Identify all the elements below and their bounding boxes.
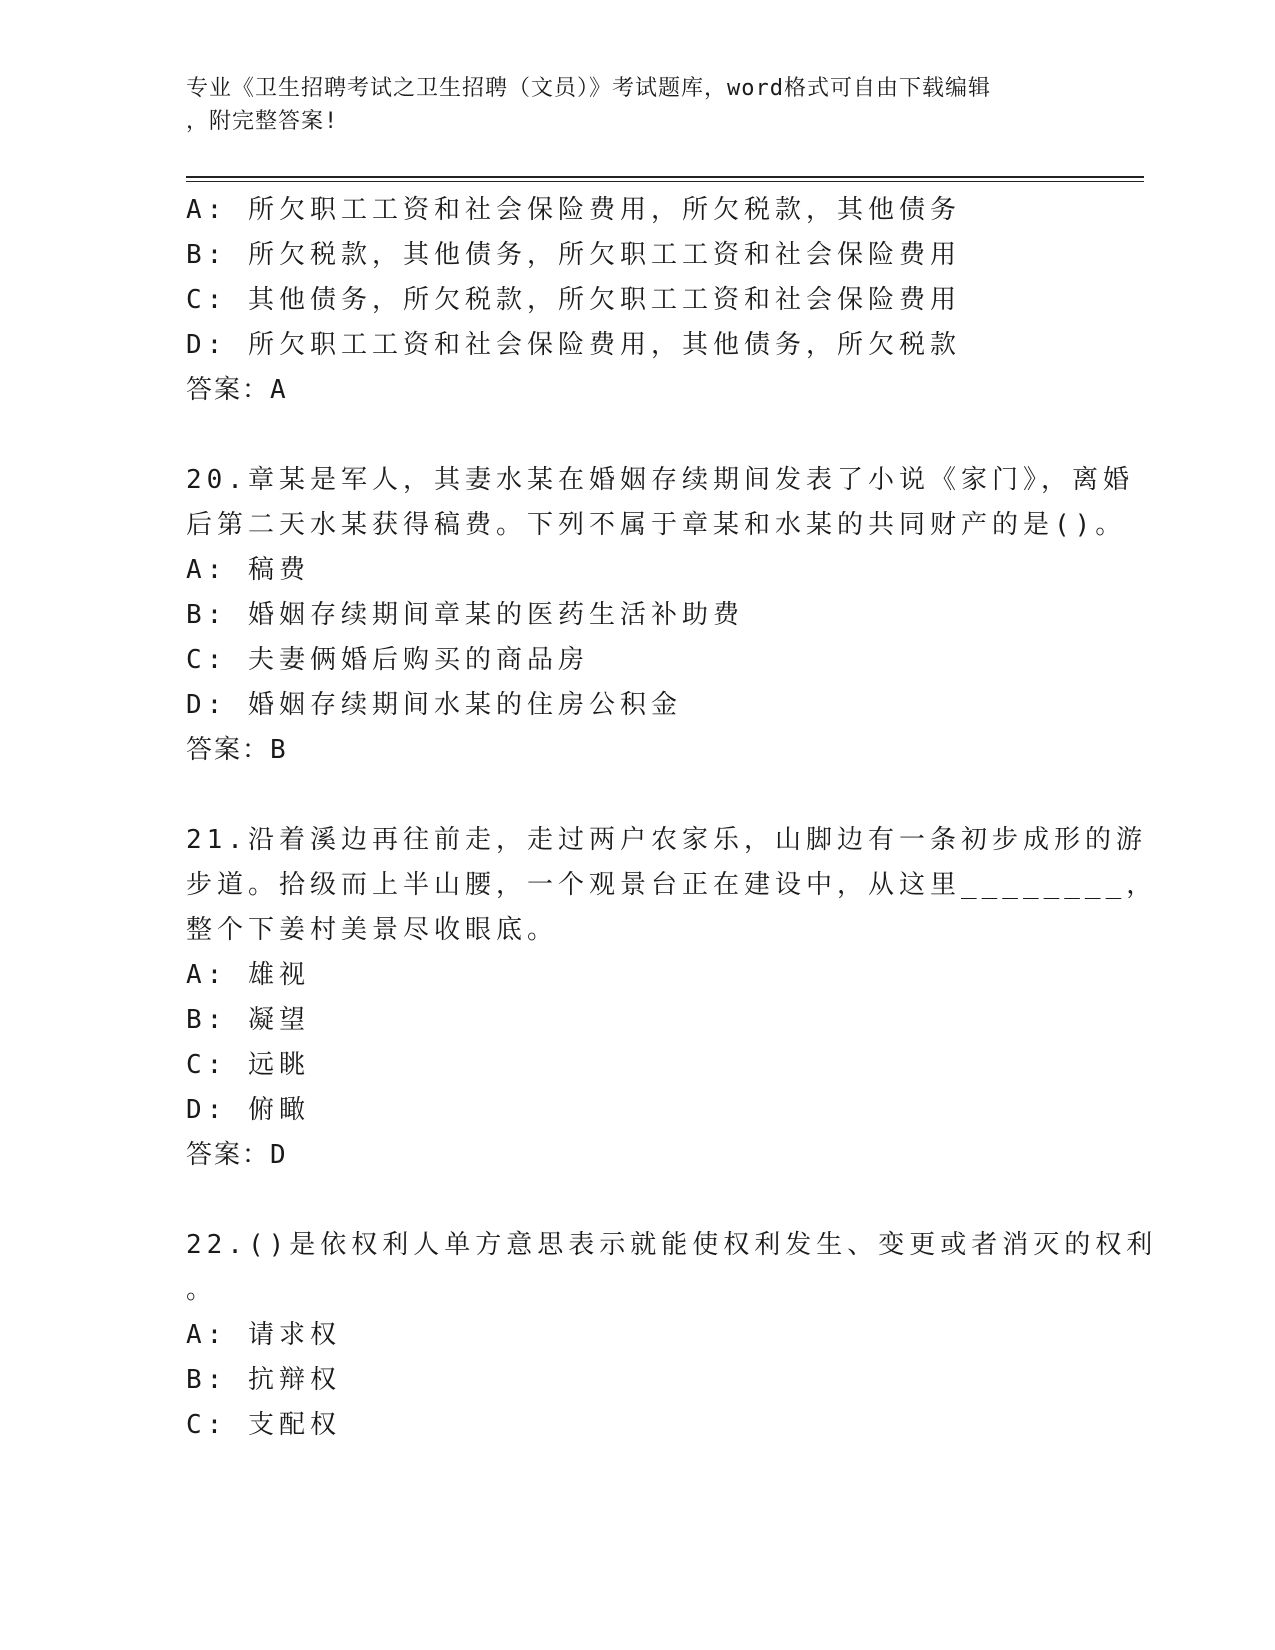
spacer <box>186 773 1086 818</box>
option-b: B: 所欠税款，其他债务，所欠职工工资和社会保险费用 <box>186 240 961 270</box>
document-header <box>186 72 1066 138</box>
header-line-1: 专业《卫生招聘考试之卫生招聘（文员）》考试题库，word格式可自由下载编辑 <box>186 76 991 101</box>
option-a: A: 所欠职工工资和社会保险费用，所欠税款，其他债务 <box>186 195 961 225</box>
question-20 <box>186 458 1134 773</box>
spacer <box>186 413 1086 458</box>
answer: 答案：A <box>186 375 288 405</box>
option-c: C: 支配权 <box>186 1410 341 1440</box>
question-stem: 20.章某是军人，其妻水某在婚姻存续期间发表了小说《家门》，离婚 <box>186 465 1134 495</box>
question-stem: 22.()是依权利人单方意思表示就能使权利发生、变更或者消灭的权利 <box>186 1230 1158 1260</box>
question-21 <box>186 818 1158 1178</box>
answer: 答案：B <box>186 735 288 765</box>
question-19 <box>186 188 1086 413</box>
option-b: B: 婚姻存续期间章某的医药生活补助费 <box>186 600 744 630</box>
option-d: D: 婚姻存续期间水某的住房公积金 <box>186 690 682 720</box>
question-stem: 21.沿着溪边再往前走，走过两户农家乐，山脚边有一条初步成形的游 <box>186 825 1147 855</box>
option-b: B: 抗辩权 <box>186 1365 341 1395</box>
option-a: A: 稿费 <box>186 555 310 585</box>
option-c: C: 夫妻俩婚后购买的商品房 <box>186 645 589 675</box>
option-a: A: 请求权 <box>186 1320 341 1350</box>
answer: 答案：D <box>186 1140 288 1170</box>
option-c: C: 远眺 <box>186 1050 310 1080</box>
option-a: A: 雄视 <box>186 960 310 990</box>
question-stem: 。 <box>186 1275 218 1305</box>
option-c: C: 其他债务，所欠税款，所欠职工工资和社会保险费用 <box>186 285 961 315</box>
question-stem: 后第二天水某获得稿费。下列不属于章某和水某的共同财产的是()。 <box>186 510 1127 540</box>
header-divider-bottom <box>186 181 1144 182</box>
header-divider-top <box>186 176 1144 178</box>
option-d: D: 所欠职工工资和社会保险费用，其他债务，所欠税款 <box>186 330 961 360</box>
option-d: D: 俯瞰 <box>186 1095 310 1125</box>
question-list <box>186 188 1158 1448</box>
question-22 <box>186 1223 1158 1448</box>
header-line-2: ，附完整答案! <box>186 109 339 134</box>
question-stem: 整个下姜村美景尽收眼底。 <box>186 915 559 945</box>
spacer <box>186 1178 1086 1223</box>
option-b: B: 凝望 <box>186 1005 310 1035</box>
question-stem: 步道。拾级而上半山腰，一个观景台正在建设中，从这里________， <box>186 870 1158 900</box>
